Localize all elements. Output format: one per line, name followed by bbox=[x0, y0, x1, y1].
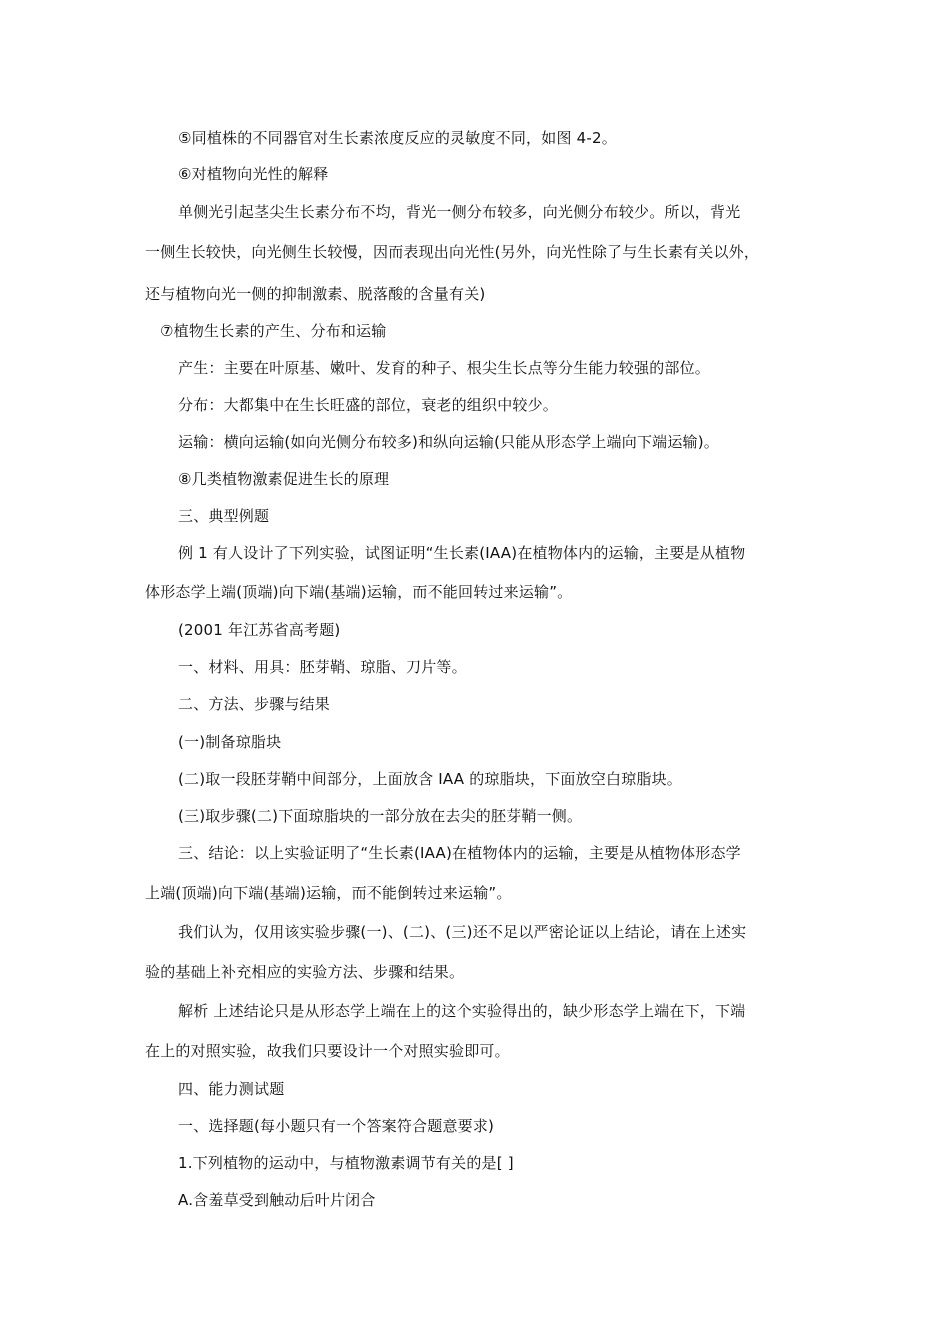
paragraph-line: ⑥对植物向光性的解释 bbox=[178, 165, 329, 183]
paragraph-line: (一)制备琼脂块 bbox=[178, 733, 282, 751]
paragraph-line: ⑤同植株的不同器官对生长素浓度反应的灵敏度不同，如图 4-2。 bbox=[178, 129, 617, 147]
paragraph-line: 在上的对照实验，故我们只要设计一个对照实验即可。 bbox=[145, 1042, 510, 1060]
paragraph-line: 三、结论：以上实验证明了“生长素(IAA)在植物体内的运输，主要是从植物体形态学 bbox=[178, 844, 741, 862]
paragraph-line: 产生：主要在叶原基、嫩叶、发育的种子、根尖生长点等分生能力较强的部位。 bbox=[178, 359, 711, 377]
paragraph-line: 例 1 有人设计了下列实验，试图证明“生长素(IAA)在植物体内的运输，主要是从植物 bbox=[178, 544, 746, 562]
paragraph-line: 单侧光引起茎尖生长素分布不均，背光一侧分布较多，向光侧分布较少。所以，背光 bbox=[178, 203, 741, 221]
paragraph-line: 一、选择题(每小题只有一个答案符合题意要求) bbox=[178, 1117, 495, 1135]
paragraph-line: 分布：大都集中在生长旺盛的部位，衰老的组织中较少。 bbox=[178, 396, 559, 414]
paragraph-line: ⑦植物生长素的产生、分布和运输 bbox=[160, 322, 387, 340]
paragraph-line: ⑧几类植物激素促进生长的原理 bbox=[178, 470, 390, 488]
paragraph-line: (二)取一段胚芽鞘中间部分，上面放含 IAA 的琼脂块，下面放空白琼脂块。 bbox=[178, 770, 683, 788]
paragraph-line: 运输：横向运输(如向光侧分布较多)和纵向运输(只能从形态学上端向下端运输)。 bbox=[178, 433, 720, 451]
question-line: 1.下列植物的运动中，与植物激素调节有关的是[ ] bbox=[178, 1154, 514, 1172]
paragraph-line: 一侧生长较快，向光侧生长较慢，因而表现出向光性(另外，向光性除了与生长素有关以外， bbox=[145, 243, 760, 261]
section-heading: 三、典型例题 bbox=[178, 507, 270, 525]
paragraph-line: 验的基础上补充相应的实验方法、步骤和结果。 bbox=[145, 963, 465, 981]
paragraph-line: 一、材料、用具：胚芽鞘、琼脂、刀片等。 bbox=[178, 658, 467, 676]
paragraph-line: 上端(顶端)向下端(基端)运输，而不能倒转过来运输”。 bbox=[145, 884, 512, 902]
paragraph-line: 二、方法、步骤与结果 bbox=[178, 695, 331, 713]
paragraph-line: 我们认为，仅用该实验步骤(一)、(二)、(三)还不足以严密论证以上结论，请在上述实 bbox=[178, 923, 747, 941]
paragraph-line: (2001 年江苏省高考题) bbox=[178, 621, 341, 639]
answer-option: A.含羞草受到触动后叶片闭合 bbox=[178, 1191, 376, 1209]
paragraph-line: 解析 上述结论只是从形态学上端在上的这个实验得出的，缺少形态学上端在下，下端 bbox=[178, 1002, 746, 1020]
paragraph-line: (三)取步骤(二)下面琼脂块的一部分放在去尖的胚芽鞘一侧。 bbox=[178, 807, 583, 825]
paragraph-line: 还与植物向光一侧的抑制激素、脱落酸的含量有关) bbox=[145, 285, 486, 303]
section-heading: 四、能力测试题 bbox=[178, 1080, 285, 1098]
paragraph-line: 体形态学上端(顶端)向下端(基端)运输，而不能回转过来运输”。 bbox=[145, 583, 573, 601]
